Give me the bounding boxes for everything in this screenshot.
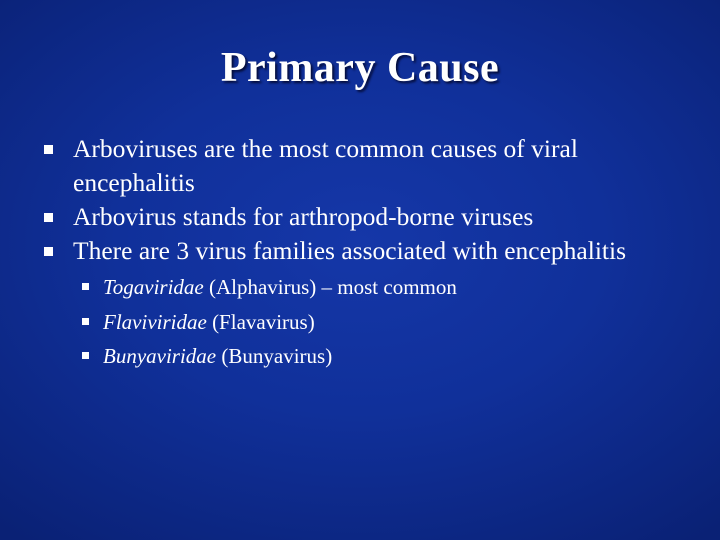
bullet-text: Arbovirus stands for arthropod-borne viruses (73, 202, 534, 231)
virus-family-name: Togaviridae (103, 275, 204, 299)
square-bullet-icon (44, 213, 53, 222)
square-bullet-icon (44, 247, 53, 256)
slide-title: Primary Cause (220, 45, 500, 91)
sub-bullet-text: (Flavavirus) (206, 309, 315, 334)
sub-bullet-list (44, 270, 704, 374)
square-bullet-icon (82, 283, 89, 290)
bullet-item (44, 234, 704, 268)
sub-bullet-item (82, 305, 704, 340)
square-bullet-icon (82, 318, 89, 325)
sub-bullet-text: (Bunyavirus) (216, 344, 333, 368)
bullet-text: Arboviruses are the most common causes of viral encephalitis (73, 134, 578, 197)
sub-bullet-item (82, 339, 704, 374)
bullet-item (44, 200, 704, 234)
virus-family-name: Bunyaviridae (103, 344, 217, 368)
bullet-item (44, 132, 704, 200)
sub-bullet-item (82, 270, 704, 305)
bullet-list (44, 132, 704, 374)
square-bullet-icon (82, 352, 89, 359)
virus-family-name: Flaviviridae (103, 309, 207, 334)
bullet-text: There are 3 virus families associated with encephalitis (73, 236, 627, 265)
square-bullet-icon (44, 145, 53, 154)
sub-bullet-text: (Alphavirus) – most common (203, 275, 457, 299)
